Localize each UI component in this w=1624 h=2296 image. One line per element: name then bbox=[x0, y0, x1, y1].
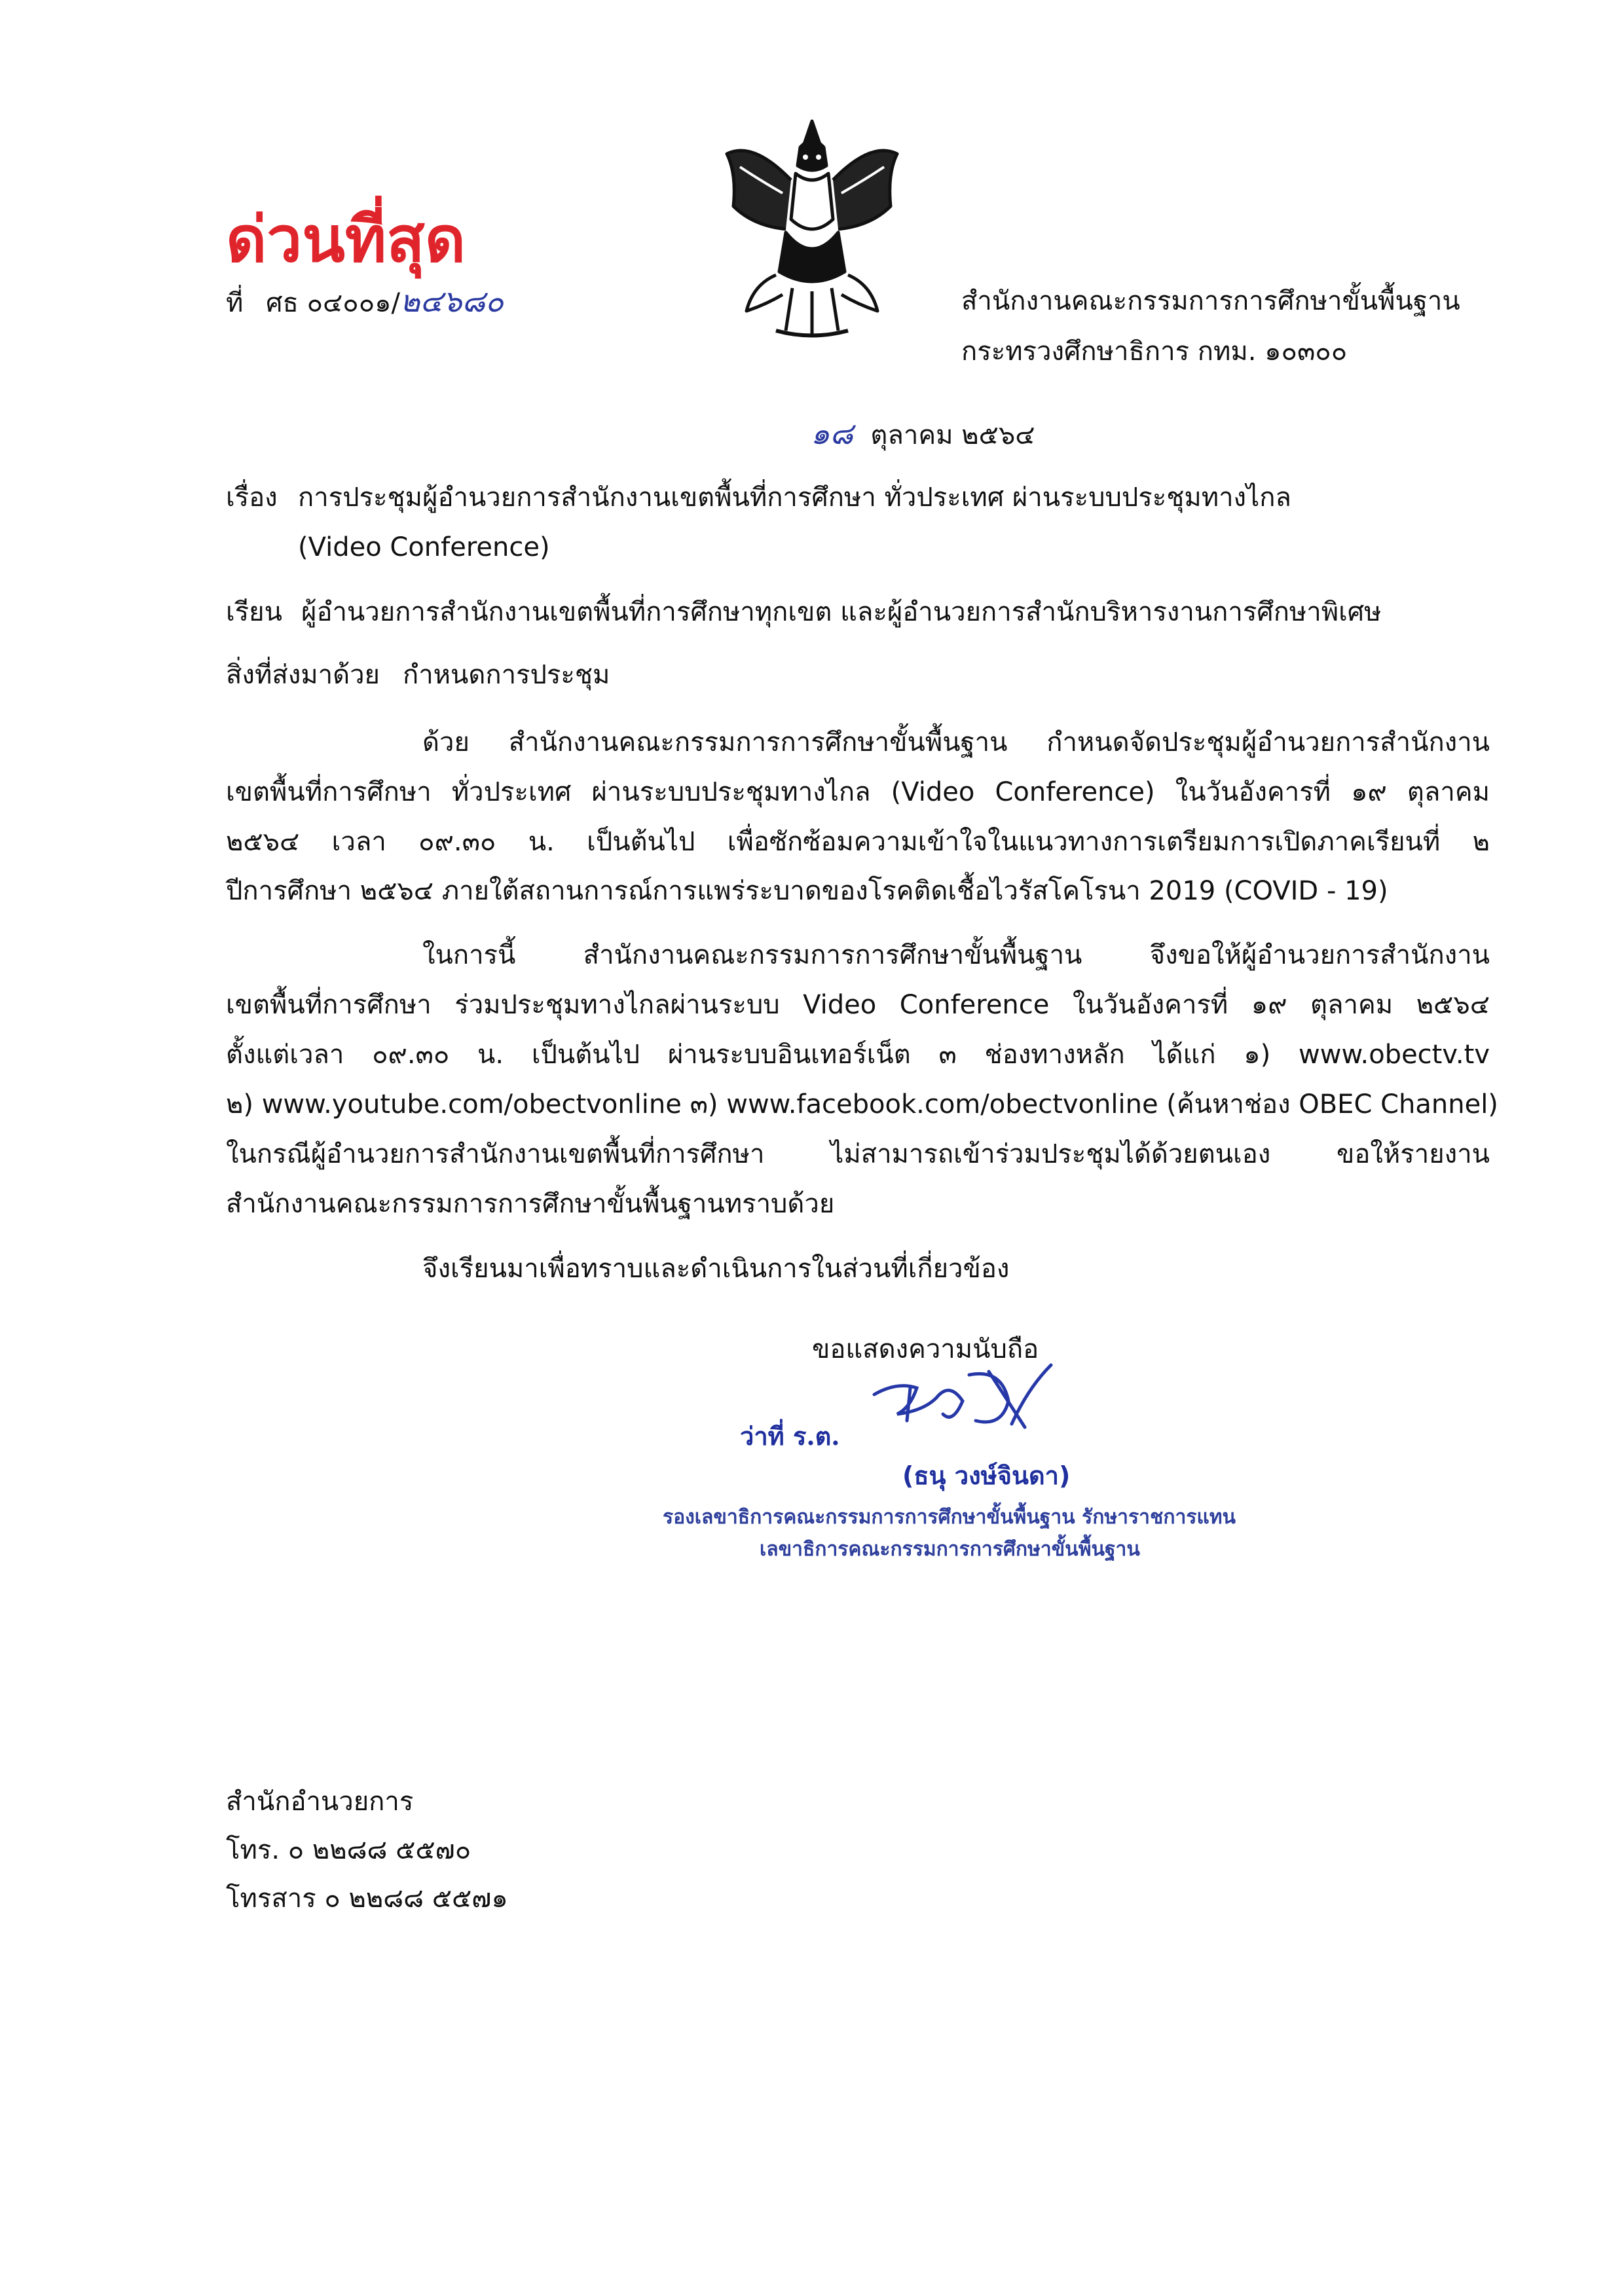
subject-line-1: การประชุมผู้อำนวยการสำนักงานเขตพื้นที่การศึกษา ทั่วประเทศ ผ่านระบบประชุมทางไกล bbox=[298, 483, 1291, 513]
subject-line-2: (Video Conference) bbox=[298, 532, 550, 562]
document-date bbox=[811, 415, 1035, 454]
signer-name: (ธนุ วงษ์จินดา) bbox=[902, 1461, 1071, 1490]
salutation: ขอแสดงความนับถือ bbox=[812, 1334, 1039, 1364]
closing-line: จึงเรียนมาเพื่อทราบและดำเนินการในส่วนที่เกี่ยวข้อง bbox=[422, 1254, 1010, 1284]
enclosure-text: กำหนดการประชุม bbox=[403, 660, 610, 690]
date-month-year: ตุลาคม ๒๕๖๔ bbox=[870, 420, 1035, 450]
paragraph-2-line: สำนักงานคณะกรรมการการศึกษาขั้นพื้นฐานทราบด้วย bbox=[226, 1189, 835, 1219]
contact-office: สำนักอำนวยการ bbox=[226, 1787, 414, 1817]
reference-prefix: ศธ ๐๔๐๐๑/ bbox=[266, 288, 400, 318]
contact-fax: โทรสาร ๐ ๒๒๘๘ ๕๕๗๑ bbox=[226, 1884, 508, 1914]
paragraph-2-line: ในการนี้ สำนักงานคณะกรรมการการศึกษาขั้นพื้นฐาน จึงขอให้ผู้อำนวยการสำนักงาน bbox=[422, 940, 1490, 970]
reference-handwritten-number: ๒๔๖๘๐ bbox=[400, 283, 504, 319]
garuda-emblem-icon bbox=[714, 115, 910, 340]
urgency-label: ด่วนที่สุด bbox=[226, 202, 466, 276]
recipient-text: ผู้อำนวยการสำนักงานเขตพื้นที่การศึกษาทุกเขต และผู้อำนวยการสำนักบริหารงานการศึกษาพิเศษ bbox=[301, 597, 1382, 627]
paragraph-1-line: ด้วย สำนักงานคณะกรรมการการศึกษาขั้นพื้นฐาน กำหนดจัดประชุมผู้อำนวยการสำนักงาน bbox=[422, 727, 1490, 757]
subject-label: เรื่อง bbox=[226, 483, 278, 513]
sender-line-2: กระทรวงศึกษาธิการ กทม. ๑๐๓๐๐ bbox=[961, 337, 1348, 367]
paragraph-1-line: เขตพื้นที่การศึกษา ทั่วประเทศ ผ่านระบบประชุมทางไกล (Video Conference) ในวันอังคารที่ ๑๙ ตุลาคม bbox=[226, 777, 1490, 807]
enclosure-label: สิ่งที่ส่งมาด้วย bbox=[226, 660, 380, 690]
reference-number bbox=[226, 283, 504, 321]
paragraph-2-line: ตั้งแต่เวลา ๐๙.๓๐ น. เป็นต้นไป ผ่านระบบอินเทอร์เน็ต ๓ ช่องทางหลัก ได้แก่ ๑) www.obectv.tv bbox=[226, 1040, 1490, 1070]
handwritten-signature bbox=[871, 1362, 1067, 1434]
recipient-label: เรียน bbox=[226, 597, 282, 627]
paragraph-2-line: ๒) www.youtube.com/obectvonline ๓) www.facebook.com/obectvonline (ค้นหาช่อง OBEC Channel) bbox=[226, 1089, 1498, 1120]
paragraph-2-line: เขตพื้นที่การศึกษา ร่วมประชุมทางไกลผ่านระบบ Video Conference ในวันอังคารที่ ๑๙ ตุลาคม ๒๕๖๔ bbox=[226, 990, 1490, 1020]
signature-stamp-prefix: ว่าที่ ร.ต. bbox=[740, 1421, 840, 1451]
signer-title-line-2: เลขาธิการคณะกรรมการการศึกษาขั้นพื้นฐาน bbox=[760, 1538, 1140, 1561]
paragraph-2-line: ในกรณีผู้อำนวยการสำนักงานเขตพื้นที่การศึกษา ไม่สามารถเข้าร่วมประชุมได้ด้วยตนเอง ขอให้รายงาน bbox=[226, 1139, 1490, 1169]
paragraph-1-line: ๒๕๖๔ เวลา ๐๙.๓๐ น. เป็นต้นไป เพื่อซักซ้อมความเข้าใจในแนวทางการเตรียมการเปิดภาคเรียนที่ ๒ bbox=[226, 827, 1490, 857]
date-day-handwritten: ๑๘ bbox=[811, 416, 853, 451]
sender-line-1: สำนักงานคณะกรรมการการศึกษาขั้นพื้นฐาน bbox=[961, 286, 1460, 316]
contact-phone: โทร. ๐ ๒๒๘๘ ๕๕๗๐ bbox=[226, 1835, 471, 1865]
paragraph-1-line: ปีการศึกษา ๒๕๖๔ ภายใต้สถานการณ์การแพร่ระบาดของโรคติดเชื้อไวรัสโคโรนา 2019 (COVID - 19) bbox=[226, 876, 1388, 906]
signer-title-line-1: รองเลขาธิการคณะกรรมการการศึกษาขั้นพื้นฐาน รักษาราชการแทน bbox=[663, 1506, 1236, 1529]
reference-label: ที่ bbox=[226, 288, 244, 318]
